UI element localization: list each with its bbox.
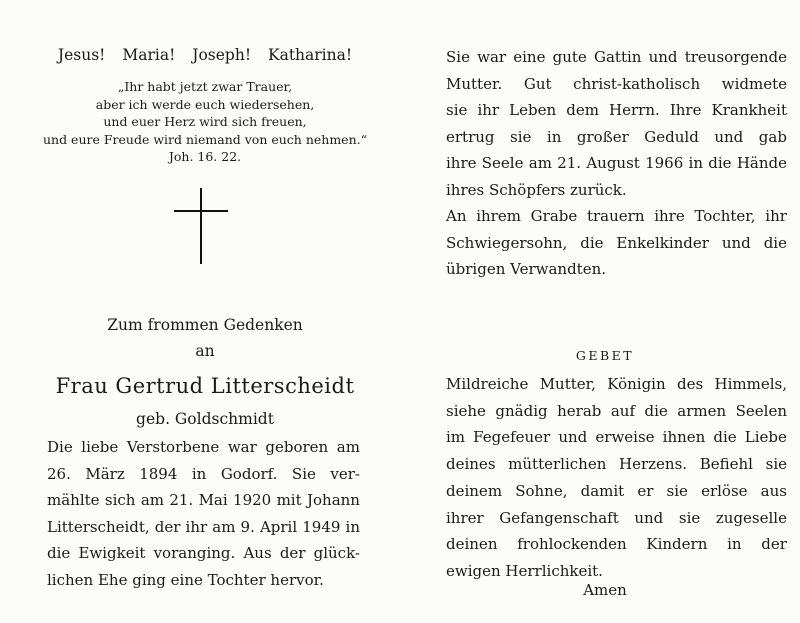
word: 21. [557, 154, 582, 172]
word: ihnen [662, 428, 706, 447]
word: zugeselle [715, 508, 787, 527]
word: ewigen Herrlichkeit. [446, 561, 603, 580]
invocation-katharina: Katharina! [268, 46, 353, 64]
word: Sie [291, 464, 316, 483]
biography-text-continued [446, 44, 787, 283]
word: Herzens. [619, 455, 688, 474]
word: 1920 [233, 491, 272, 510]
word: 21. [169, 491, 194, 510]
word: ver- [330, 464, 360, 483]
word: mählte [47, 491, 100, 510]
quote-line: „Ihr habt jetzt zwar Trauer, [117, 79, 293, 94]
word: glück- [313, 544, 360, 563]
deceased-name: Frau Gertrud Litterscheidt [55, 374, 355, 398]
gedenken-line: Zum frommen Gedenken [107, 316, 303, 334]
word: in [345, 517, 360, 536]
word: und [558, 428, 588, 447]
quote-line: aber ich werde euch wiedersehen, [95, 96, 315, 112]
word: in [688, 154, 703, 172]
word: Tochter, [694, 207, 756, 225]
word: aus [760, 481, 787, 500]
word: ihrer [446, 508, 484, 527]
word: am [336, 438, 360, 456]
text-line [47, 567, 360, 594]
word: An [446, 207, 467, 225]
word: sich [104, 491, 136, 510]
word: herab [557, 401, 602, 420]
word: und [634, 508, 664, 527]
word: treusorgende [684, 48, 787, 66]
word: und [721, 233, 751, 252]
word: Himmels, [714, 375, 787, 393]
word: ihres Schöpfers zurück. [446, 180, 627, 199]
word: auf [610, 401, 636, 420]
word: erlöse [701, 481, 748, 500]
word: trauern [586, 207, 645, 225]
word: der [279, 544, 306, 563]
text-line [47, 514, 360, 541]
born-name: geb. Goldschmidt [136, 410, 274, 428]
word: Hände [736, 154, 787, 172]
word: sie [765, 455, 787, 474]
word: deinem [446, 481, 503, 500]
word: Ihre [669, 101, 702, 119]
word: März [85, 464, 125, 483]
word: die [47, 544, 71, 563]
gedenken-line: an [195, 342, 215, 360]
word: Geduld [644, 127, 699, 146]
word: ihr [765, 207, 787, 225]
text-line [446, 203, 787, 230]
text-line [446, 424, 787, 451]
text-line [446, 230, 787, 257]
word: 1966 [645, 154, 684, 172]
word: eine [513, 48, 546, 66]
text-line [47, 487, 360, 514]
word: in [191, 464, 207, 483]
word: widmete [721, 74, 787, 93]
word: gnädig [495, 401, 548, 420]
word: Gut [523, 74, 552, 93]
word: damit [580, 481, 625, 500]
text-line [446, 256, 787, 283]
word: Liebe [744, 428, 787, 447]
invocation-joseph: Joseph! [192, 46, 252, 64]
word: die [708, 154, 732, 172]
word: sie [678, 508, 701, 527]
word: Ewigkeit [78, 544, 146, 563]
word: 1949 [302, 517, 341, 536]
word: Sohne, [515, 481, 568, 500]
word: Schwiegersohn, [446, 233, 568, 252]
word: Mildreiche [446, 375, 529, 393]
word: 1894 [139, 464, 178, 483]
word: christ-katholisch [573, 74, 701, 93]
word: Seelen [735, 401, 787, 420]
word: sie [666, 481, 688, 500]
text-line [446, 531, 787, 558]
word: des [676, 375, 704, 393]
gedenken-heading [40, 312, 370, 364]
word: erweise [595, 428, 655, 447]
invocation-maria: Maria! [122, 46, 176, 64]
word: deines [446, 455, 496, 474]
prayer-title: GEBET [575, 348, 635, 363]
quote-line: und eure Freude wird niemand von euch nehmen.“ [42, 131, 367, 147]
bible-quote [40, 78, 370, 166]
word: Gattin [593, 48, 642, 66]
word: Leben [509, 101, 557, 119]
word: war [227, 438, 257, 456]
word: 26. [47, 464, 71, 483]
word: Mutter. [446, 74, 503, 93]
word: die [644, 401, 668, 420]
word: übrigen Verwandten. [446, 260, 607, 278]
word: Grabe [530, 207, 578, 225]
word: ihr [477, 101, 500, 119]
word: im [446, 428, 466, 447]
word: sie [510, 127, 532, 146]
word: Verstorbene [126, 438, 220, 456]
word: ertrug [446, 127, 495, 146]
word: am [140, 491, 164, 510]
word: die [713, 428, 737, 447]
word: ihrem [476, 207, 521, 225]
word: Mutter, [539, 375, 596, 393]
word: die [763, 233, 787, 252]
text-line [446, 398, 787, 425]
word: in [727, 535, 742, 554]
word: frohlockenden [517, 535, 627, 554]
word: am [212, 517, 236, 536]
text-line [47, 461, 360, 488]
quote-line: und euer Herz wird sich freuen, [103, 114, 307, 129]
amen: Amen [583, 581, 627, 599]
word: lichen Ehe ging eine Tochter hervor. [47, 570, 324, 589]
word: großer [576, 127, 629, 146]
word: 9. [240, 517, 255, 536]
word: Gefangenschaft [499, 508, 619, 527]
word: April [259, 517, 298, 536]
word: Johann [307, 491, 360, 510]
word: ihre [446, 154, 477, 172]
word: und [648, 48, 678, 66]
word: liebe [81, 438, 119, 456]
word: Kindern [646, 535, 708, 554]
prayer-text [446, 371, 787, 585]
text-line [446, 371, 787, 398]
invocation-jesus: Jesus! [57, 46, 106, 64]
biography-text [47, 434, 360, 594]
text-line [446, 44, 787, 71]
word: Mai [198, 491, 228, 510]
word: Krankheit [711, 101, 787, 119]
word: der [154, 517, 181, 536]
word: deinen [446, 535, 498, 554]
word: Königin [607, 375, 666, 393]
word: Aus [243, 544, 272, 563]
word: dem [566, 101, 599, 119]
word: mit [276, 491, 302, 510]
word: Fegefeuer [473, 428, 551, 447]
text-line [446, 478, 787, 505]
text-line [446, 150, 787, 177]
quote-reference: Joh. 16. 22. [168, 149, 242, 164]
word: Sie [446, 48, 470, 66]
text-line [446, 505, 787, 532]
word: ihr [185, 517, 208, 536]
word: Befiehl [699, 455, 753, 474]
word: Seele [481, 154, 524, 172]
word: sie [446, 101, 468, 119]
word: siehe [446, 401, 486, 420]
text-line [47, 434, 360, 461]
word: am [528, 154, 552, 172]
word: war [477, 48, 507, 66]
word: gab [758, 127, 787, 146]
word: der [761, 535, 787, 554]
text-line [446, 451, 787, 478]
word: er [637, 481, 654, 500]
word: in [546, 127, 562, 146]
text-line [446, 97, 787, 124]
word: Die [47, 438, 73, 456]
word: Herrn. [609, 101, 660, 119]
invocation [40, 46, 370, 64]
word: August [586, 154, 640, 172]
word: Litterscheidt, [47, 517, 150, 536]
word: gute [552, 48, 587, 66]
word: geboren [265, 438, 329, 456]
text-line [47, 540, 360, 567]
word: Enkelkinder [616, 233, 709, 252]
word: Godorf. [220, 464, 278, 483]
word: und [714, 127, 744, 146]
word: ihre [654, 207, 685, 225]
text-line [446, 71, 787, 98]
text-line [446, 177, 787, 204]
right-page [410, 0, 800, 623]
word: mütterlichen [508, 455, 607, 474]
word: die [580, 233, 604, 252]
word: armen [677, 401, 727, 420]
text-line [446, 124, 787, 151]
word: voranging. [153, 544, 236, 563]
